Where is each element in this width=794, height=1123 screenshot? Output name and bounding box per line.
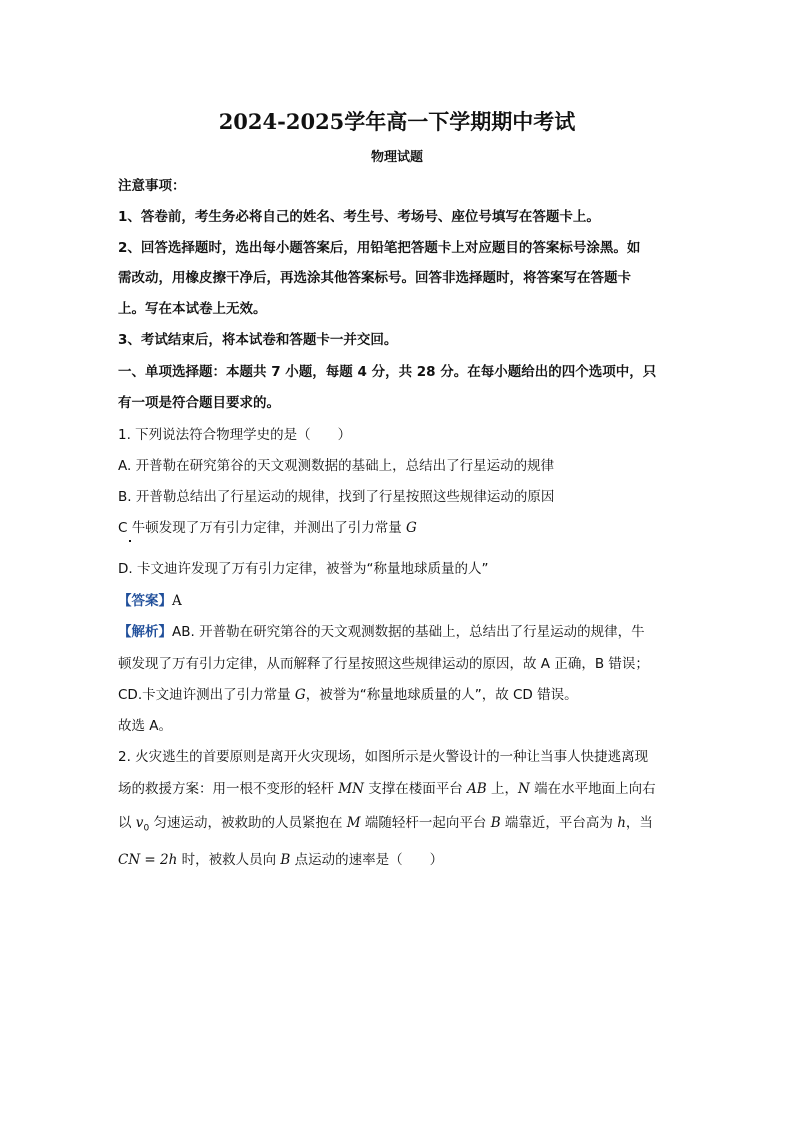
question-stem: 2. 火灾逃生的首要原则是离开火灾现场，如图所示是火警设计的一种让当事人快捷逃离现 <box>118 749 649 765</box>
text-run: 以 <box>118 815 136 831</box>
text-run: 匀速运动，被救助的人员紧抱在 <box>149 815 347 831</box>
text-run: 上， <box>486 781 518 797</box>
answer-line <box>118 591 182 611</box>
text-run: 端在水平地面上向右 <box>529 781 656 797</box>
analysis-line <box>118 622 645 642</box>
notice-heading: 注意事项： <box>118 178 186 194</box>
symbol-b: B <box>490 815 501 831</box>
analysis-line <box>118 685 578 705</box>
analysis-text: CD.卡文迪许测出了引力常量 <box>118 687 295 703</box>
analysis-tag: 【解析】 <box>118 624 172 640</box>
option-a: A. 开普勒在研究第谷的天文观测数据的基础上，总结出了行星运动的规律 <box>118 458 555 474</box>
symbol-b: B <box>280 852 291 868</box>
notice-line: 需改动，用橡皮擦干净后，再选涂其他答案标号。回答非选择题时，将答案写在答题卡 <box>118 270 631 286</box>
text-run: 支撑在楼面平台 <box>363 781 468 797</box>
equation-cn: CN = 2h <box>118 852 178 868</box>
text-run: 端随轻杆一起向平台 <box>360 815 491 831</box>
option-d: D. 卡文迪许发现了万有引力定律，被誉为“称量地球质量的人” <box>118 561 489 577</box>
option-c <box>118 518 417 538</box>
symbol-n: N <box>518 781 530 797</box>
subscript-zero: 0 <box>143 823 150 834</box>
notice-line: 上。写在本试卷上无效。 <box>118 301 267 317</box>
notice-line: 1、答卷前，考生务必将自己的姓名、考生号、考场号、座位号填写在答题卡上。 <box>118 209 600 225</box>
text-run: 点运动的速率是（ ） <box>290 852 444 868</box>
option-c-text: C 牛顿发现了万有引力定律，并测出了引力常量 <box>118 520 407 536</box>
symbol-mn: MN <box>338 781 364 797</box>
symbol-g: G <box>406 520 417 536</box>
question-stem: 1. 下列说法符合物理学史的是（ ） <box>118 427 352 443</box>
symbol-h: h <box>617 815 626 831</box>
answer-tag: 【答案】 <box>118 593 172 609</box>
stray-dot <box>129 540 131 542</box>
page-title: 2024-2025学年高一下学期期中考试 <box>218 109 576 134</box>
answer-value: A <box>172 593 182 609</box>
text-run: 时，被救人员向 <box>177 852 281 868</box>
question-text <box>118 850 443 870</box>
symbol-m: M <box>346 815 361 831</box>
text-run: ，当 <box>625 815 653 831</box>
notice-line: 3、考试结束后，将本试卷和答题卡一并交回。 <box>118 332 398 348</box>
analysis-text: AB. 开普勒在研究第谷的天文观测数据的基础上，总结出了行星运动的规律，牛 <box>172 624 645 640</box>
analysis-text: ，被誉为“称量地球质量的人”，故 CD 错误。 <box>305 687 578 703</box>
analysis-line: 顿发现了万有引力定律，从而解释了行星按照这些规律运动的原因，故 A 正确，B 错误； <box>118 656 649 672</box>
section-heading: 一、单项选择题：本题共 7 小题，每题 4 分，共 28 分。在每小题给出的四个选项中，只 <box>118 364 657 380</box>
conclusion-line: 故选 A。 <box>118 718 173 734</box>
text-run: 场的救援方案：用一根不变形的轻杆 <box>118 781 339 797</box>
symbol-ab: AB <box>467 781 487 797</box>
question-text <box>118 813 653 839</box>
option-b: B. 开普勒总结出了行星运动的规律，找到了行星按照这些规律运动的原因 <box>118 489 555 505</box>
question-text <box>118 779 656 799</box>
text-run: 端靠近，平台高为 <box>500 815 618 831</box>
section-heading: 有一项是符合题目要求的。 <box>118 395 280 411</box>
symbol-v: v <box>135 815 144 831</box>
page-subtitle: 物理试题 <box>370 150 423 165</box>
symbol-g: G <box>294 687 306 703</box>
notice-line: 2、回答选择题时，选出每小题答案后，用铅笔把答题卡上对应题目的答案标号涂黑。如 <box>118 240 641 256</box>
